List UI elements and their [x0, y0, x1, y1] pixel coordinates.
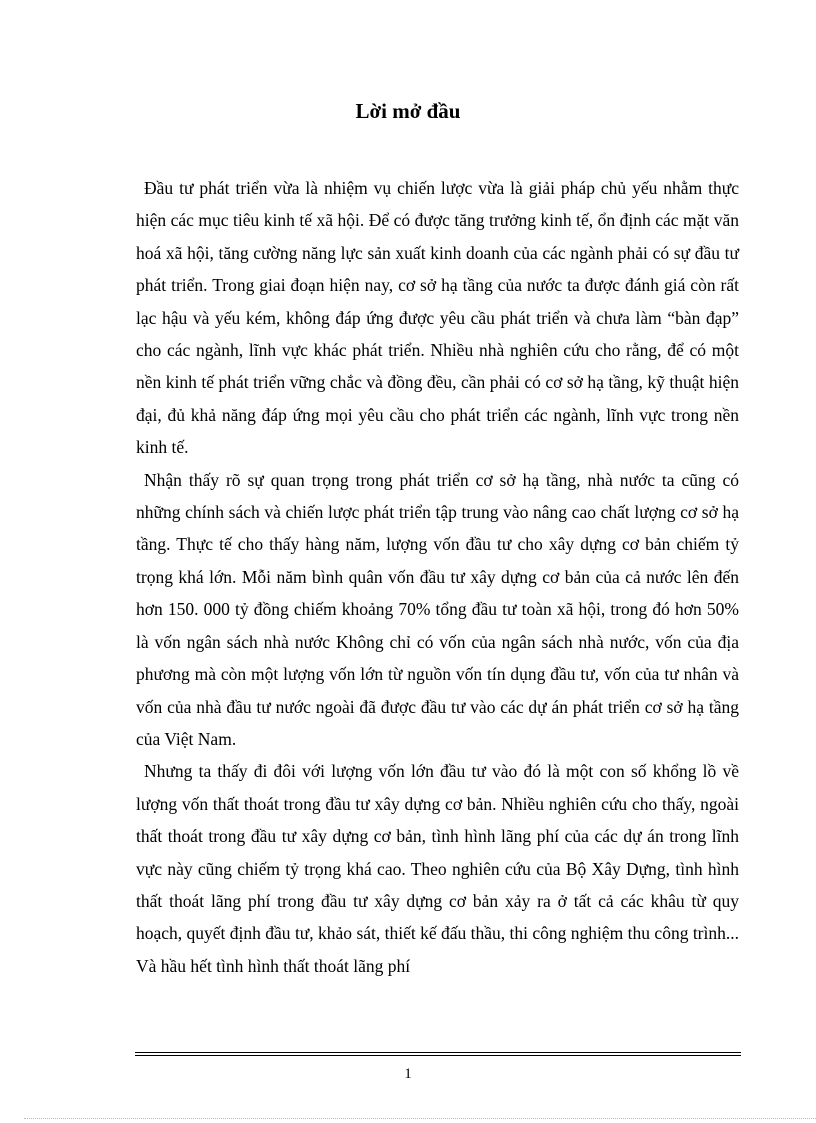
paragraph-3: Nhưng ta thấy đi đôi với lượng vốn lớn đầu tư vào đó là một con số khổng lồ về lượng vốn thất thoát trong đầu tư xây dựng cơ bản. Nhiều nghiên cứu cho thấy, ngoài thất thoát trong đầu tư xây dựng cơ bản, tình hình lãng phí của các dự án trong lĩnh vực này cũng chiếm tỷ trọng khá cao. Theo nghiên cứu của Bộ Xây Dựng, tình hình thất thoát lãng phí trong đầu tư xây dựng cơ bản xảy ra ở tất cả các khâu từ quy hoạch, quyết định đầu tư, khảo sát, thiết kế đấu thầu, thi công nghiệm thu công trình... Và hầu hết tình hình thất thoát lãng phí	[136, 761, 739, 976]
body-text	[136, 172, 739, 982]
page-edge-divider	[24, 1118, 816, 1119]
paragraph-2: Nhận thấy rõ sự quan trọng trong phát triển cơ sở hạ tầng, nhà nước ta cũng có những chính sách và chiến lược phát triển tập trung vào nâng cao chất lượng cơ sở hạ tầng. Thực tế cho thấy hàng năm, lượng vốn đầu tư cho xây dựng cơ bản chiếm tỷ trọng khá lớn. Mỗi năm bình quân vốn đầu tư xây dựng cơ bản của cả nước lên đến hơn 150. 000 tỷ đồng chiếm khoảng 70% tổng đầu tư toàn xã hội, trong đó hơn 50% là vốn ngân sách nhà nước Không chỉ có vốn của ngân sách nhà nước, vốn của địa phương mà còn một lượng vốn lớn từ nguồn vốn tín dụng đầu tư, vốn của tư nhân và vốn của nhà đầu tư nước ngoài đã được đầu tư vào các dự án phát triển cơ sở hạ tầng của Việt Nam.	[136, 469, 739, 749]
page-title: Lời mở đầu	[355, 99, 461, 123]
footer-rule-top	[135, 1052, 741, 1053]
footer-rule-bottom	[135, 1055, 741, 1056]
paragraph-1: Đầu tư phát triển vừa là nhiệm vụ chiến lược vừa là giải pháp chủ yếu nhằm thực hiện các mục tiêu kinh tế xã hội. Để có được tăng trưởng kinh tế, ổn định các mặt văn hoá xã hội, tăng cường năng lực sản xuất kinh doanh của các ngành phải có sự đầu tư phát triển. Trong giai đoạn hiện nay, cơ sở hạ tầng của nước ta được đánh giá còn rất lạc hậu và yếu kém, không đáp ứng được yêu cầu phát triển và chưa làm “bàn đạp” cho các ngành, lĩnh vực khác phát triển. Nhiều nhà nghiên cứu cho rằng, để có một nền kinh tế phát triển vững chắc và đồng đều, cần phải có cơ sở hạ tầng, kỹ thuật hiện đại, đủ khả năng đáp ứng mọi yêu cầu cho phát triển các ngành, lĩnh vực trong nền kinh tế.	[136, 178, 739, 458]
page-number: 1	[404, 1066, 412, 1082]
